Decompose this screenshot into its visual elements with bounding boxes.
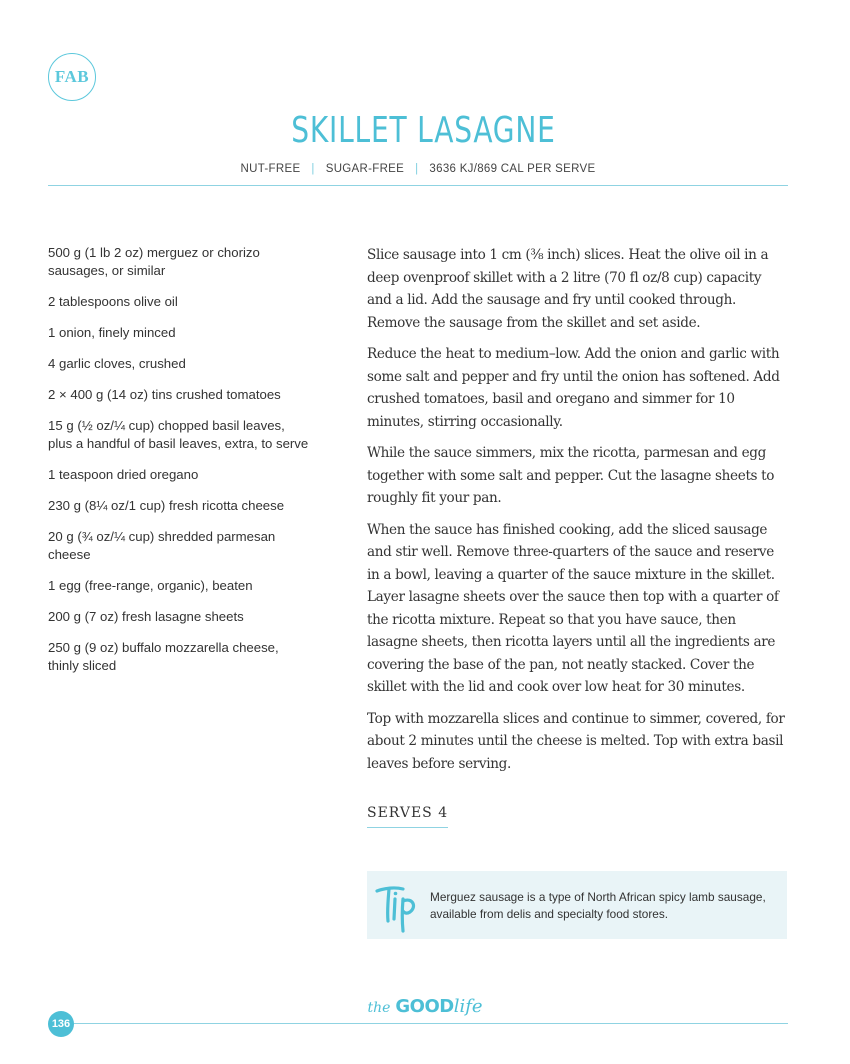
tag-separator: | bbox=[415, 163, 419, 175]
ingredient-item: 500 g (1 lb 2 oz) merguez or chorizo sausages, or similar bbox=[48, 245, 260, 278]
tag-separator: | bbox=[311, 163, 315, 175]
recipe-title: SKILLET LASAGNE bbox=[291, 110, 556, 151]
brand-life: life bbox=[453, 996, 483, 1017]
ingredient-item: 1 teaspoon dried oregano bbox=[48, 467, 199, 482]
method-step: Slice sausage into 1 cm (⅜ inch) slices. Heat the olive oil in a deep ovenproof skillet with a 2 litre (70 fl oz/8 cup) capacity and a lid. Add the sausage and fry until cooked through. Remove the sausage from the skillet and set aside. bbox=[367, 247, 769, 331]
tag-nut-free: NUT-FREE bbox=[240, 163, 301, 175]
method-step: When the sauce has finished cooking, add the sliced sausage and stir well. Remove three-quarters of the sauce and reserve in a bowl, leaving a quarter of the sauce mixture in the skillet. Layer lasagne sheets over the sauce then top with a quarter of the ricotta mixture. Repeat so that you have sauce, then lasagne sheets, then ricotta layers until all the ingredients are covering the base of the pan, not neatly stacked. Cover the skillet with the lid and cook over low heat for 30 minutes. bbox=[367, 521, 779, 695]
brand-the: the bbox=[367, 1000, 391, 1016]
tip-box bbox=[367, 871, 787, 939]
ingredient-item: 2 × 400 g (14 oz) tins crushed tomatoes bbox=[48, 387, 281, 402]
fab-logo: FAB bbox=[48, 53, 96, 101]
ingredient-item: 15 g (½ oz/¼ cup) chopped basil leaves, plus a handful of basil leaves, extra, to serve bbox=[48, 418, 309, 451]
ingredient-item: 1 egg (free-range, organic), beaten bbox=[48, 578, 253, 593]
ingredient-item: 200 g (7 oz) fresh lasagne sheets bbox=[48, 609, 244, 624]
tag-sugar-free: SUGAR-FREE bbox=[325, 163, 405, 175]
ingredient-item: 2 tablespoons olive oil bbox=[48, 294, 178, 309]
tip-text: Merguez sausage is a type of North African spicy lamb sausage, available from delis and specialty food stores. bbox=[430, 890, 766, 921]
ingredient-item: 1 onion, finely minced bbox=[48, 325, 176, 340]
method-step: While the sauce simmers, mix the ricotta, parmesan and egg together with some salt and pepper. Cut the lasagne sheets to roughly fit your pan. bbox=[367, 445, 775, 506]
tag-energy: 3636 KJ/869 CAL PER SERVE bbox=[429, 163, 596, 175]
ingredient-item: 20 g (¾ oz/¼ cup) shredded parmesan cheese bbox=[48, 529, 276, 562]
ingredient-item: 4 garlic cloves, crushed bbox=[48, 356, 186, 371]
method-step: Reduce the heat to medium–low. Add the onion and garlic with some salt and pepper and fry until the onion has softened. Add crushed tomatoes, basil and oregano and simmer for 10 minutes, stirring occasionally. bbox=[367, 346, 780, 430]
brand-logo bbox=[0, 996, 850, 1017]
ingredient-item: 250 g (9 oz) buffalo mozzarella cheese, thinly sliced bbox=[48, 640, 279, 673]
method-steps bbox=[367, 244, 789, 784]
brand-good: GOOD bbox=[395, 996, 454, 1017]
ingredients-list bbox=[48, 244, 310, 688]
page-number: 136 bbox=[48, 1011, 74, 1037]
header-divider bbox=[48, 185, 788, 186]
tip-icon bbox=[373, 877, 421, 933]
footer-divider bbox=[62, 1023, 788, 1024]
dietary-tags bbox=[0, 163, 836, 175]
serves-label: SERVES 4 bbox=[367, 805, 448, 828]
method-step: Top with mozzarella slices and continue to simmer, covered, for about 2 minutes until the cheese is melted. Top with extra basil leaves before serving. bbox=[367, 710, 785, 772]
ingredient-item: 230 g (8¼ oz/1 cup) fresh ricotta cheese bbox=[48, 498, 285, 513]
